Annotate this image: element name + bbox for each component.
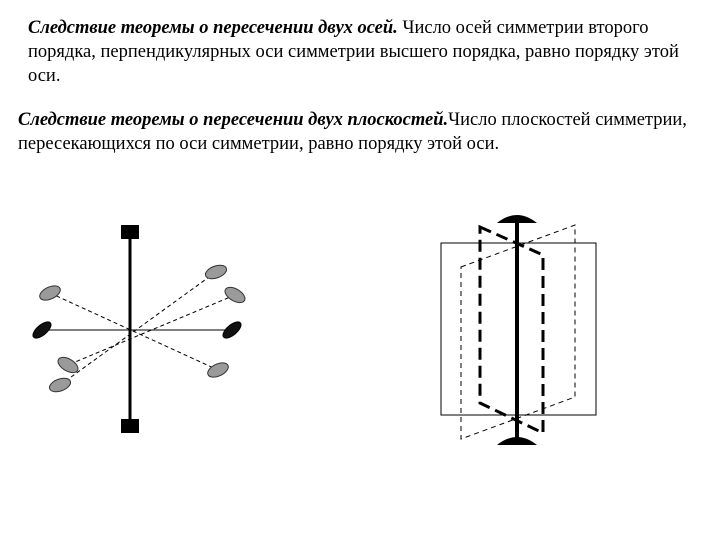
axis-bottom-marker	[121, 419, 139, 433]
axis-end-marker	[37, 283, 62, 303]
axis-top-marker	[497, 215, 537, 223]
paragraph-axes-corollary	[28, 16, 708, 88]
axes-corollary-title: Следствие теоремы о пересечении двух осей.	[28, 18, 398, 38]
axis-end-marker	[48, 376, 73, 395]
axes-corollary-text: Число осей симметрии второго порядка, перпендикулярных оси симметрии высшего порядка, равно порядку этой оси.	[28, 18, 679, 86]
planes-diagram	[425, 205, 615, 455]
planes-corollary-text: Число плоскостей симметрии, пересекающихся по оси симметрии, равно порядку этой оси.	[18, 110, 687, 154]
axes-diagram	[20, 215, 260, 445]
paragraph-planes-corollary	[18, 108, 708, 156]
axis-top-marker	[121, 225, 139, 239]
symmetry-plane-bold	[480, 227, 543, 433]
axis-bottom-marker	[497, 437, 537, 445]
axis-end-marker	[205, 360, 230, 380]
axis-end-marker	[222, 284, 247, 305]
planes-corollary-title: Следствие теоремы о пересечении двух плоскостей.	[18, 110, 449, 130]
second-order-axis-dashed-2	[60, 272, 216, 385]
